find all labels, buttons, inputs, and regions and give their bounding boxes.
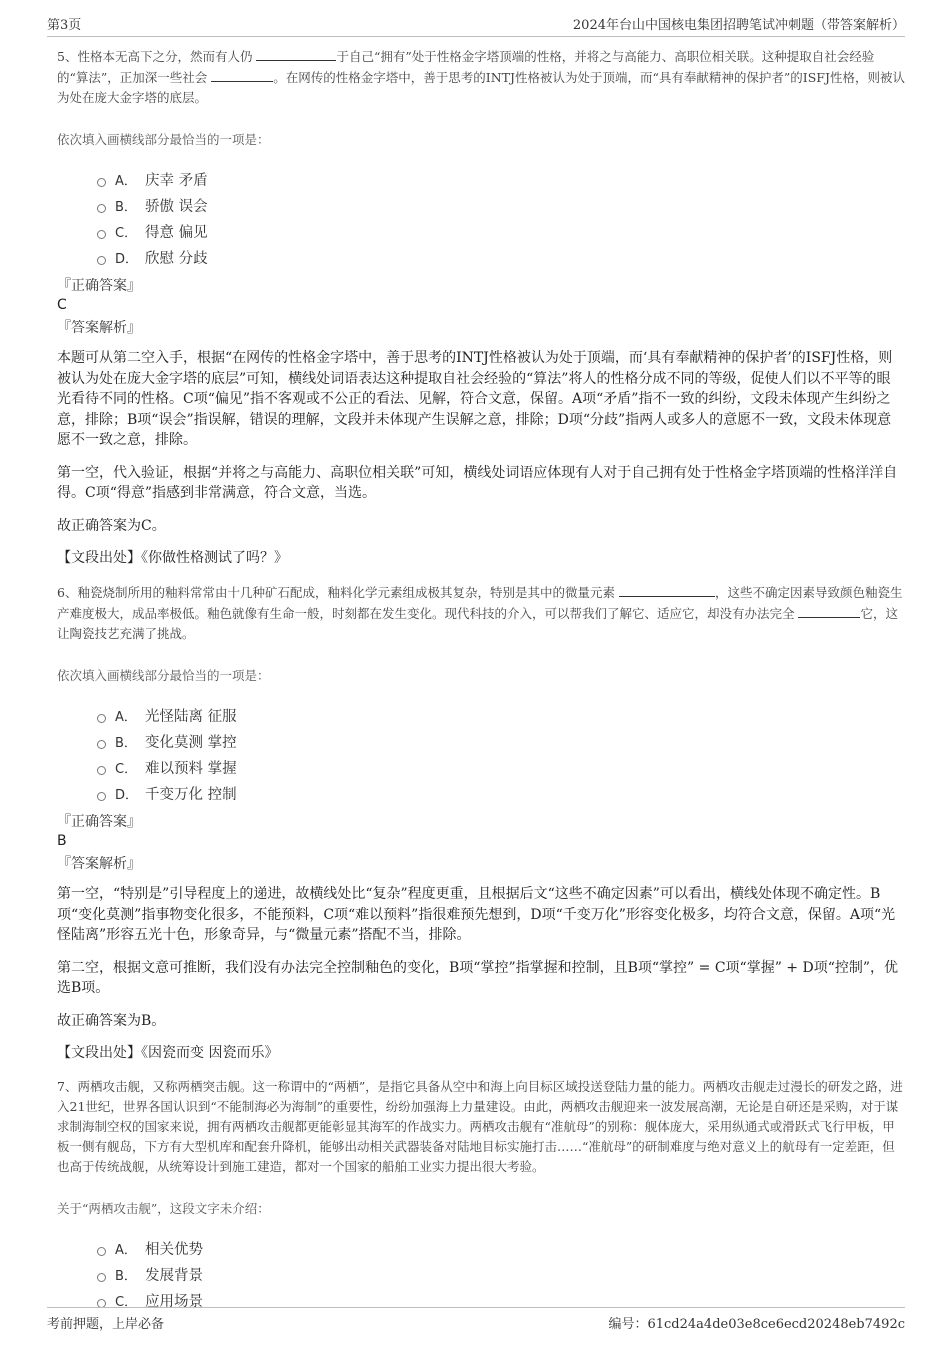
option-c[interactable]: C． 得意 偏见 bbox=[97, 220, 905, 246]
question-7 bbox=[57, 1077, 905, 1315]
question-5-options bbox=[97, 168, 905, 272]
document-title: 2024年台山中国核电集团招聘笔试冲刺题（带答案解析） bbox=[572, 18, 905, 33]
question-5 bbox=[57, 46, 905, 568]
question-6-text: 6、釉瓷烧制所用的釉料常常由十几种矿石配成，釉料化学元素组成极其复杂，特别是其中的微量元素 ，这些不确定因素导致颜色釉瓷生产难度极大，成品率极低。釉色就像有生命一般，时刻都在发生变化。现代科技的介入，可以帮我们了解它、适应它，却没有办法完全 它，这让陶瓷技艺充满了挑战。 bbox=[57, 582, 905, 644]
correct-answer-label: 『正确答案』 bbox=[57, 814, 141, 830]
page-footer bbox=[47, 1307, 905, 1332]
page-header bbox=[47, 14, 905, 37]
blank-1 bbox=[256, 46, 336, 61]
question-6-options bbox=[97, 704, 905, 808]
radio-icon[interactable] bbox=[97, 792, 106, 801]
radio-icon[interactable] bbox=[97, 1247, 106, 1256]
radio-icon[interactable] bbox=[97, 230, 106, 239]
source-citation: 【文段出处】《你做性格测试了吗？》 bbox=[57, 550, 288, 566]
question-5-prompt: 依次填入画横线部分最恰当的一项是： bbox=[57, 132, 270, 147]
main-content bbox=[57, 46, 905, 1315]
correct-answer-label: 『正确答案』 bbox=[57, 278, 141, 294]
radio-icon[interactable] bbox=[97, 1273, 106, 1282]
question-6-prompt: 依次填入画横线部分最恰当的一项是： bbox=[57, 668, 270, 683]
radio-icon[interactable] bbox=[97, 766, 106, 775]
correct-answer: B bbox=[57, 833, 67, 849]
analysis-label: 『答案解析』 bbox=[57, 320, 141, 336]
footer-slogan: 考前押题，上岸必备 bbox=[47, 1317, 165, 1332]
option-a[interactable]: A． 光怪陆离 征服 bbox=[97, 704, 905, 730]
radio-icon[interactable] bbox=[97, 204, 106, 213]
option-c[interactable]: C． 应用场景 bbox=[97, 1289, 905, 1315]
radio-icon[interactable] bbox=[97, 740, 106, 749]
analysis-text: 本题可从第二空入手，根据“在网传的性格金字塔中，善于思考的INTJ性格被认为处于顶端，而‘具有奉献精神的保护者’的ISFJ性格，则被认为处在庞大金字塔的底层”可知，横线处词语表达这种提取自社会经验的“算法”将人的性格分成不同的等级，促使人们以不平等的眼光看待不同的性格。C项“偏见”指不客观或不公正的看法、见解，符合文意，保留。A项“矛盾”指不一致的纠纷，文段未体现产生纠纷之意，排除；B项“误会”指误解，错误的理解，文段并未体现产生误解之意，排除；D项“分歧”指两人或多人的意愿不一致，文段未体现意愿不一致之意，排除。 第一空，代入验证，根据“并将之与高能力、高职位相关联”可知，横线处词语应体现有人对于自己拥有处于性格金字塔顶端的性格洋洋自得。C项“得意”指感到非常满意，符合文意，当选。 故正确答案为C。 bbox=[57, 350, 898, 534]
correct-answer: C bbox=[57, 297, 67, 313]
blank-1 bbox=[619, 582, 715, 597]
analysis-label: 『答案解析』 bbox=[57, 856, 141, 872]
source-citation: 【文段出处】《因瓷而变 因瓷而乐》 bbox=[57, 1045, 279, 1061]
option-d[interactable]: D． 欣慰 分歧 bbox=[97, 246, 905, 272]
radio-icon[interactable] bbox=[97, 178, 106, 187]
option-b[interactable]: B． 骄傲 误会 bbox=[97, 194, 905, 220]
page-number: 第3页 bbox=[47, 18, 82, 33]
option-a[interactable]: A． 庆幸 矛盾 bbox=[97, 168, 905, 194]
option-b[interactable]: B． 发展背景 bbox=[97, 1263, 905, 1289]
question-7-text: 7、两栖攻击舰，又称两栖突击舰。这一称谓中的“两栖”，是指它具备从空中和海上向目标区域投送登陆力量的能力。两栖攻击舰走过漫长的研发之路，进入21世纪，世界各国认识到“不能制海必为海制”的重要性，纷纷加强海上力量建设。由此，两栖攻击舰迎来一波发展高潮，无论是自研还是采购，对于谋求制海制空权的国家来说，拥有两栖攻击舰都更能彰显其海军的作战实力。两栖攻击舰有“准航母”的别称：舰体庞大，采用纵通式或滑跃式飞行甲板，甲板一侧有舰岛，下方有大型机库和配套升降机，能够出动相关武器装备对陆地目标实施打击……“准航母”的研制难度与绝对意义上的航母有一定差距，但也高于传统战舰，从统筹设计到施工建造，都对一个国家的船舶工业实力提出很大考验。 bbox=[57, 1079, 903, 1174]
blank-2 bbox=[798, 603, 860, 618]
option-a[interactable]: A． 相关优势 bbox=[97, 1237, 905, 1263]
option-b[interactable]: B． 变化莫测 掌控 bbox=[97, 730, 905, 756]
question-7-prompt: 关于“两栖攻击舰”，这段文字未介绍： bbox=[57, 1201, 270, 1216]
option-c[interactable]: C． 难以预料 掌握 bbox=[97, 756, 905, 782]
analysis-text: 第一空，“特别是”引导程度上的递进，故横线处比“复杂”程度更重，且根据后文“这些不确定因素”可以看出，横线处体现不确定性。B项“变化莫测”指事物变化很多，不能预料，C项“难以预料”指很难预先想到，D项“千变万化”形容变化极多，均符合文意，保留。A项“光怪陆离”形容五光十色，形象奇异，与“微量元素”搭配不当，排除。 第二空，根据文意可推断，我们没有办法完全控制釉色的变化，B项“掌控”指掌握和控制，且B项“掌控” = C项“掌握” + D项“控制”，优选B项。 故正确答案为B。 bbox=[57, 886, 899, 1029]
document-id: 编号：61cd24a4de03e8ce6ecd20248eb7492c bbox=[608, 1317, 905, 1332]
radio-icon[interactable] bbox=[97, 714, 106, 723]
blank-2 bbox=[211, 67, 273, 82]
radio-icon[interactable] bbox=[97, 256, 106, 265]
question-6 bbox=[57, 582, 905, 1063]
question-7-options bbox=[97, 1237, 905, 1315]
option-d[interactable]: D． 千变万化 控制 bbox=[97, 782, 905, 808]
question-5-text: 5、性格本无高下之分，然而有人仍 于自己“拥有”处于性格金字塔顶端的性格，并将之与高能力、高职位相关联。这种提取自社会经验的“算法”，正加深一些社会 。在网传的性格金字塔中，善于思考的INTJ性格被认为处于顶端，而“具有奉献精神的保护者”的ISFJ性格，则被认为处在庞大金字塔的底层。 bbox=[57, 46, 905, 108]
